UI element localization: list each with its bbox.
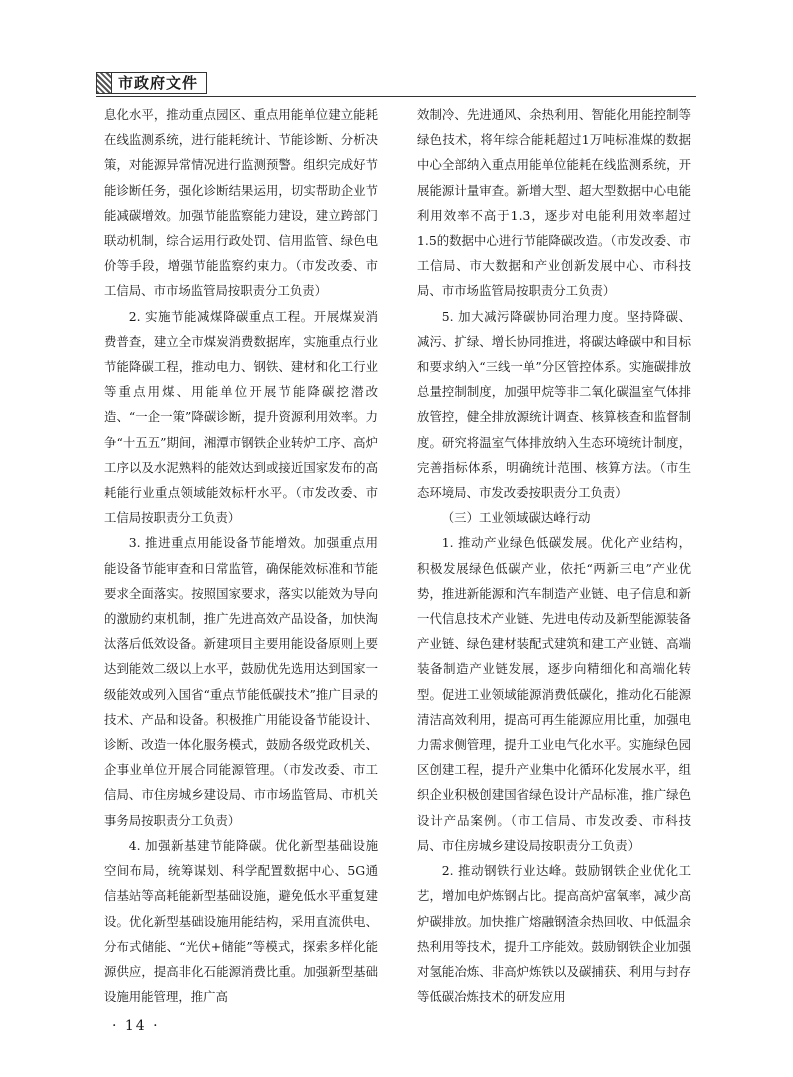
header-divider bbox=[96, 96, 696, 97]
paragraph: 效制冷、先进通风、余热利用、智能化用能控制等绿色技术，将年综合能耗超过1万吨标准煤的数据中心全部纳入重点用能单位能耗在线监测系统，开展能源计量审查。新增大型、超大型数据中心电能利用效率不高于1.3，逐步对电能利用效率超过1.5的数据中心进行节能降碳改造。（市发改委、市工信局、市大数据和产业创新发展中心、市科技局、市市场监管局按职责分工负责） bbox=[417, 107, 691, 299]
section-title: 市政府文件 bbox=[112, 72, 207, 94]
paragraph: 2. 推动钢铁行业达峰。鼓励钢铁企业优化工艺，增加电炉炼钢占比。提高高炉富氧率，减少高炉碳排放。加快推广熔融钢渣余热回收、中低温余热利用等技术，提升工序能效。鼓励钢铁企业加强对氢能冶炼、非高炉炼铁以及碳捕获、利用与封存等低碳冶炼技术的研发应用 bbox=[417, 863, 691, 1005]
paragraph: 息化水平，推动重点园区、重点用能单位建立能耗在线监测系统，进行能耗统计、节能诊断、分析决策，对能源异常情况进行监测预警。组织完成好节能诊断任务，强化诊断结果运用，切实帮助企业节能减碳增效。加强节能监察能力建设，建立跨部门联动机制，综合运用行政处罚、信用监管、绿色电价等手段，增强节能监察约束力。（市发改委、市工信局、市市场监管局按职责分工负责） bbox=[104, 107, 378, 299]
page-number: · 14 · bbox=[112, 1018, 160, 1034]
right-column bbox=[417, 102, 691, 1009]
paragraph: 3. 推进重点用能设备节能增效。加强重点用能设备节能审查和日常监管，确保能效标准和节能要求全面落实。按照国家要求，落实以能效为导向的激励约束机制，推广先进高效产品设备，加快淘汰落后低效设备。新建项目主要用能设备原则上要达到能效二级以上水平，鼓励优先选用达到国家一级能效或列入国省“重点节能低碳技术”推广目录的技术、产品和设备。积极推广用能设备节能设计、诊断、改造一体化服务模式，鼓励各级党政机关、企事业单位开展合同能源管理。（市发改委、市工信局、市住房城乡建设局、市市场监管局、市机关事务局按职责分工负责） bbox=[104, 535, 378, 828]
header bbox=[96, 72, 207, 94]
left-column bbox=[104, 102, 378, 1009]
paragraph: 1. 推动产业绿色低碳发展。优化产业结构，积极发展绿色低碳产业，依托“两新三电”产业优势，推进新能源和汽车制造产业链、电子信息和新一代信息技术产业链、先进电传动及新型能源装备产业链、绿色建材装配式建筑和建工产业链、高端装备制造产业链发展，逐步向精细化和高端化转型。促进工业领域能源消费低碳化，推动化石能源清洁高效利用，提高可再生能源应用比重，加强电力需求侧管理，提升工业电气化水平。实施绿色园区创建工程，提升产业集中化循环化发展水平，组织企业积极创建国省绿色设计产品标准，推广绿色设计产品案例。（市工信局、市发改委、市科技局、市住房城乡建设局按职责分工负责） bbox=[417, 535, 691, 853]
header-decoration bbox=[96, 72, 112, 94]
paragraph: 2. 实施节能减煤降碳重点工程。开展煤炭消费普查，建立全市煤炭消费数据库，实施重点行业节能降碳工程，推动电力、钢铁、建材和化工行业等重点用煤、用能单位开展节能降碳挖潜改造、“一企一策”降碳诊断，提升资源利用效率。力争“十五五”期间，湘潭市钢铁企业转炉工序、高炉工序以及水泥熟料的能效达到或接近国家发布的高耗能行业重点领域能效标杆水平。（市发改委、市工信局按职责分工负责） bbox=[104, 308, 378, 526]
paragraph: 4. 加强新基建节能降碳。优化新型基础设施空间布局，统筹谋划、科学配置数据中心、5G通信基站等高耗能新型基础设施，避免低水平重复建设。优化新型基础设施用能结构，采用直流供电、分布式储能、“光伏+储能”等模式，探索多样化能源供应，提高非化石能源消费比重。加强新型基础设施用能管理，推广高 bbox=[104, 837, 378, 1005]
paragraph: 5. 加大减污降碳协同治理力度。坚持降碳、减污、扩绿、增长协同推进，将碳达峰碳中和目标和要求纳入“三线一单”分区管控体系。实施碳排放总量控制制度，加强甲烷等非二氧化碳温室气体排放管控，健全排放源统计调查、核算核查和监督制度。研究将温室气体排放纳入生态环境统计制度，完善指标体系，明确统计范围、核算方法。（市生态环境局、市发改委按职责分工负责） bbox=[417, 308, 691, 501]
section-heading: （三）工业领域碳达峰行动 bbox=[441, 510, 591, 526]
